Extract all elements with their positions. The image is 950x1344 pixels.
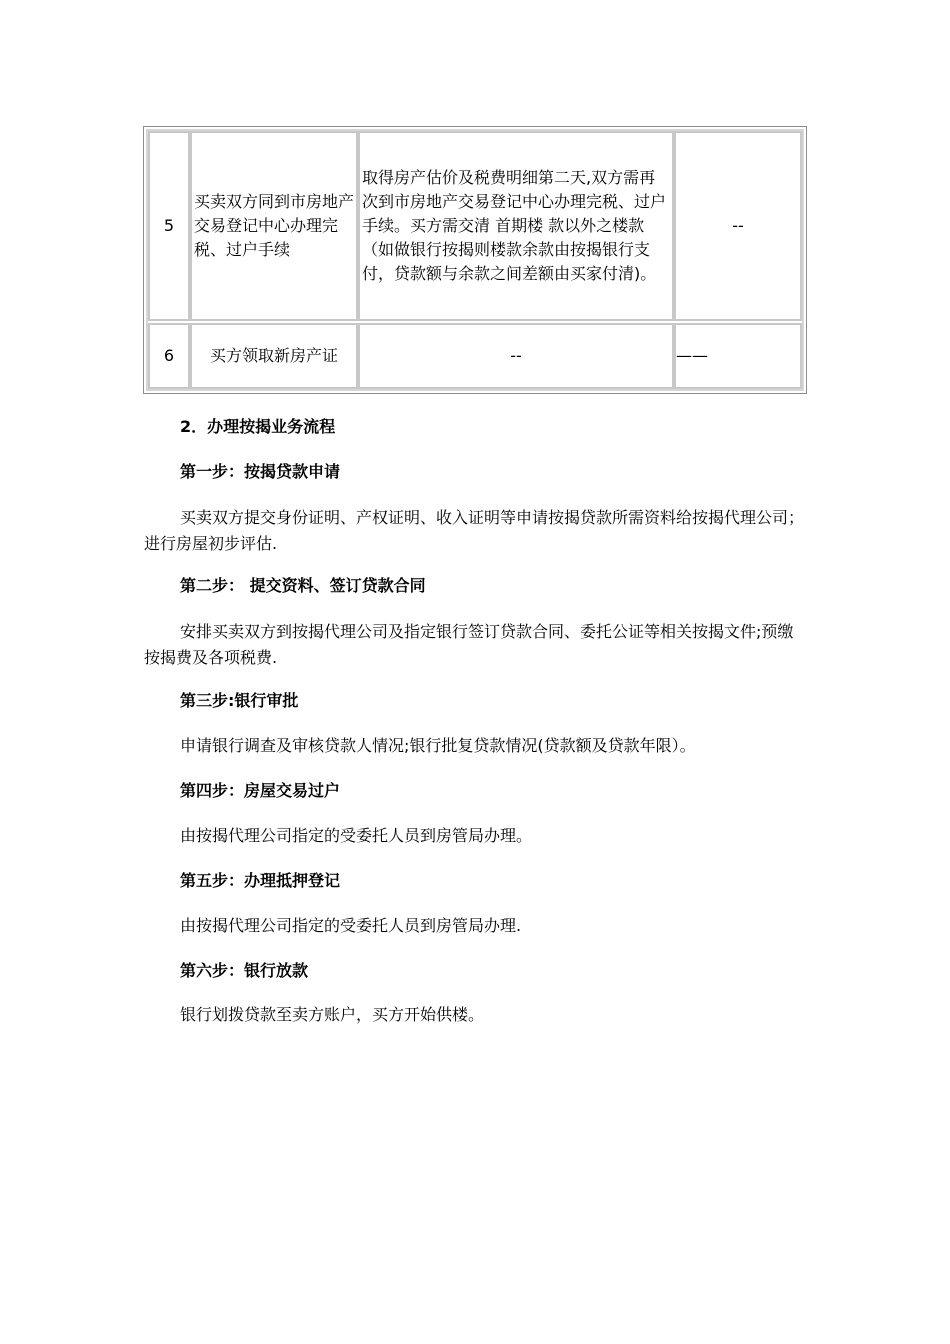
table-row-6-step [190, 323, 358, 389]
step-1-heading: 第一步：按揭贷款申请 [180, 462, 341, 481]
step-3-heading: 第三步:银行审批 [180, 691, 299, 710]
step-1-body: 买卖双方提交身份证明、产权证明、收入证明等申请按揭贷款所需资料给按揭代理公司；进行房屋初步评估. [144, 508, 805, 553]
step-2-text [144, 619, 808, 671]
table-row-5-note [674, 131, 802, 321]
step-3-text: 申请银行调查及审核贷款人情况;银行批复贷款情况(贷款额及贷款年限）。 [180, 736, 696, 755]
step-6-text: 银行划拨贷款至卖方账户，买方开始供楼。 [180, 1005, 485, 1024]
step-5-text: 由按揭代理公司指定的受委托人员到房管局办理. [180, 916, 522, 935]
step-4-heading: 第四步：房屋交易过户 [180, 781, 341, 800]
row-number: 5 [163, 216, 175, 235]
step-1-text [144, 505, 808, 557]
step-note: -- [732, 216, 744, 235]
step-detail: -- [510, 346, 522, 365]
step-description: 买方领取新房产证 [209, 346, 338, 365]
table-row-6-number [148, 323, 190, 389]
step-5-heading: 第五步：办理抵押登记 [180, 871, 341, 890]
step-description: 买卖双方同到市房地产交易登记中心办理完税、过户手续 [194, 192, 355, 259]
table-row-5-step [190, 131, 358, 321]
step-2-body: 安排买卖双方到按揭代理公司及指定银行签订贷款合同、委托公证等相关按揭文件;预缴按揭费及各项税费. [144, 622, 794, 667]
row-number: 6 [163, 346, 175, 365]
table-row-5-detail [358, 131, 674, 321]
step-note: —— [676, 346, 708, 365]
table-row-6-detail [358, 323, 674, 389]
section-title: 2．办理按揭业务流程 [180, 417, 336, 436]
table-row-5-number [148, 131, 190, 321]
step-4-text: 由按揭代理公司指定的受委托人员到房管局办理。 [180, 826, 533, 845]
process-table [143, 126, 807, 394]
step-2-heading: 第二步： 提交资料、签订贷款合同 [180, 576, 426, 595]
table-row-6-note [674, 323, 802, 389]
step-6-heading: 第六步：银行放款 [180, 961, 309, 980]
step-detail: 取得房产估价及税费明细第二天,双方需再次到市房地产交易登记中心办理完税、过户手续。买方需交清 首期楼 款以外之楼款（如做银行按揭则楼款余款由按揭银行支付，贷款额与余款之间差额由买家付清)。 [362, 168, 667, 283]
